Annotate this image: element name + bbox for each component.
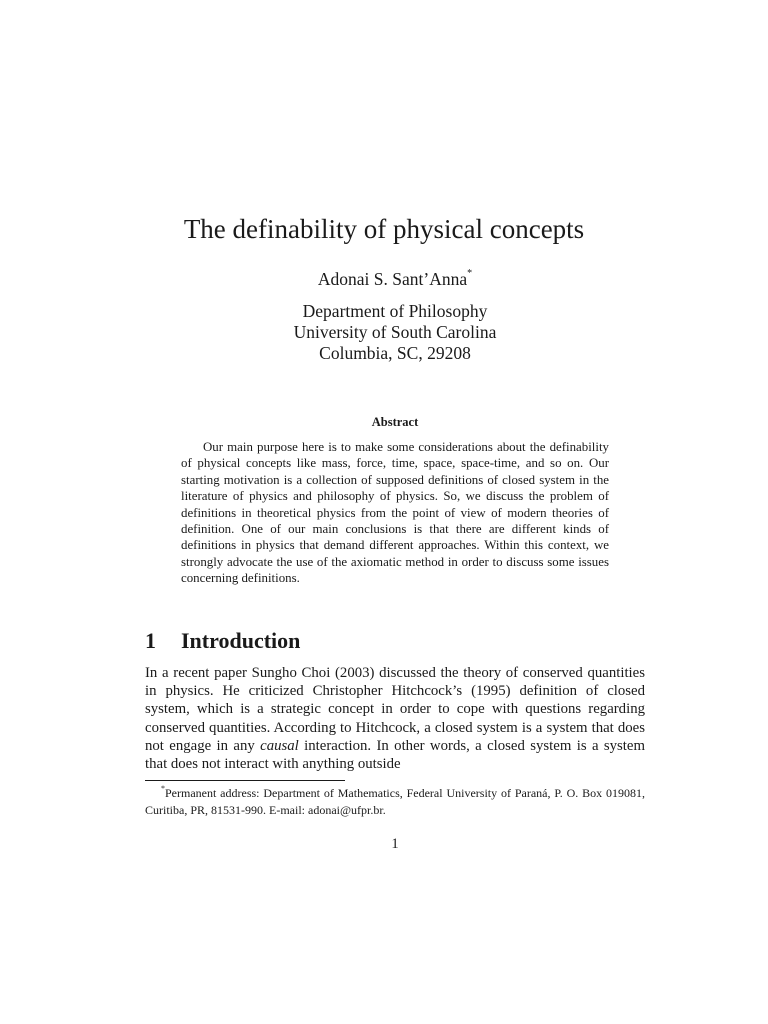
footnote bbox=[145, 782, 645, 818]
abstract-text: Our main purpose here is to make some considerations about the definability of physical concepts like mass, force, time, space, space-time, and so on. Our starting motivation is a collection of supposed definitions of closed system in the literature of physics and philosophy of physics. So, we discuss the problem of definitions in theoretical physics from the point of view of modern theories of definition. One of our main conclusions is that there are different kinds of definitions in physics that demand different approaches. Within this context, we strongly advocate the use of the axiomatic method in order to discuss some issues concerning definitions. bbox=[181, 440, 609, 586]
intro-text-part-1: In a recent paper Sungho Choi (2003) discussed the theory of conserved quantities in physics. He criticized Christopher Hitchcock’s (1995) definition of closed system, which is a strategic concept in order to cope with questions regarding conserved quantities. According to Hitchcock, a closed system is a system that does not engage in any bbox=[145, 665, 645, 754]
affiliation-department: Department of Philosophy bbox=[302, 301, 488, 321]
abstract-heading: Abstract bbox=[371, 415, 419, 429]
footnote-mark: * bbox=[161, 784, 165, 793]
author-name: Adonai S. Sant’Anna bbox=[317, 268, 468, 289]
intro-text-part-2: interaction. In other words, a closed system is a system that does not interact with anything outside bbox=[145, 737, 645, 773]
section-heading bbox=[145, 627, 300, 655]
paper-title: The definability of physical concepts bbox=[183, 214, 585, 244]
page-number: 1 bbox=[391, 836, 399, 852]
section-title: Introduction bbox=[181, 628, 301, 653]
intro-italic-word: causal bbox=[260, 737, 299, 754]
section-number: 1 bbox=[145, 628, 156, 653]
footnote-text: Permanent address: Department of Mathematics, Federal University of Paraná, P. O. Box 019081, Curitiba, PR, 81531-990. E-mail: adonai@ufpr.br. bbox=[145, 786, 645, 817]
author-footnote-mark: * bbox=[467, 268, 473, 279]
introduction-paragraph bbox=[145, 664, 645, 773]
footnote-divider bbox=[145, 780, 345, 781]
affiliation-university: University of South Carolina bbox=[293, 322, 497, 342]
affiliation-block bbox=[0, 301, 768, 364]
author-line bbox=[0, 265, 768, 290]
affiliation-location: Columbia, SC, 29208 bbox=[319, 343, 471, 363]
